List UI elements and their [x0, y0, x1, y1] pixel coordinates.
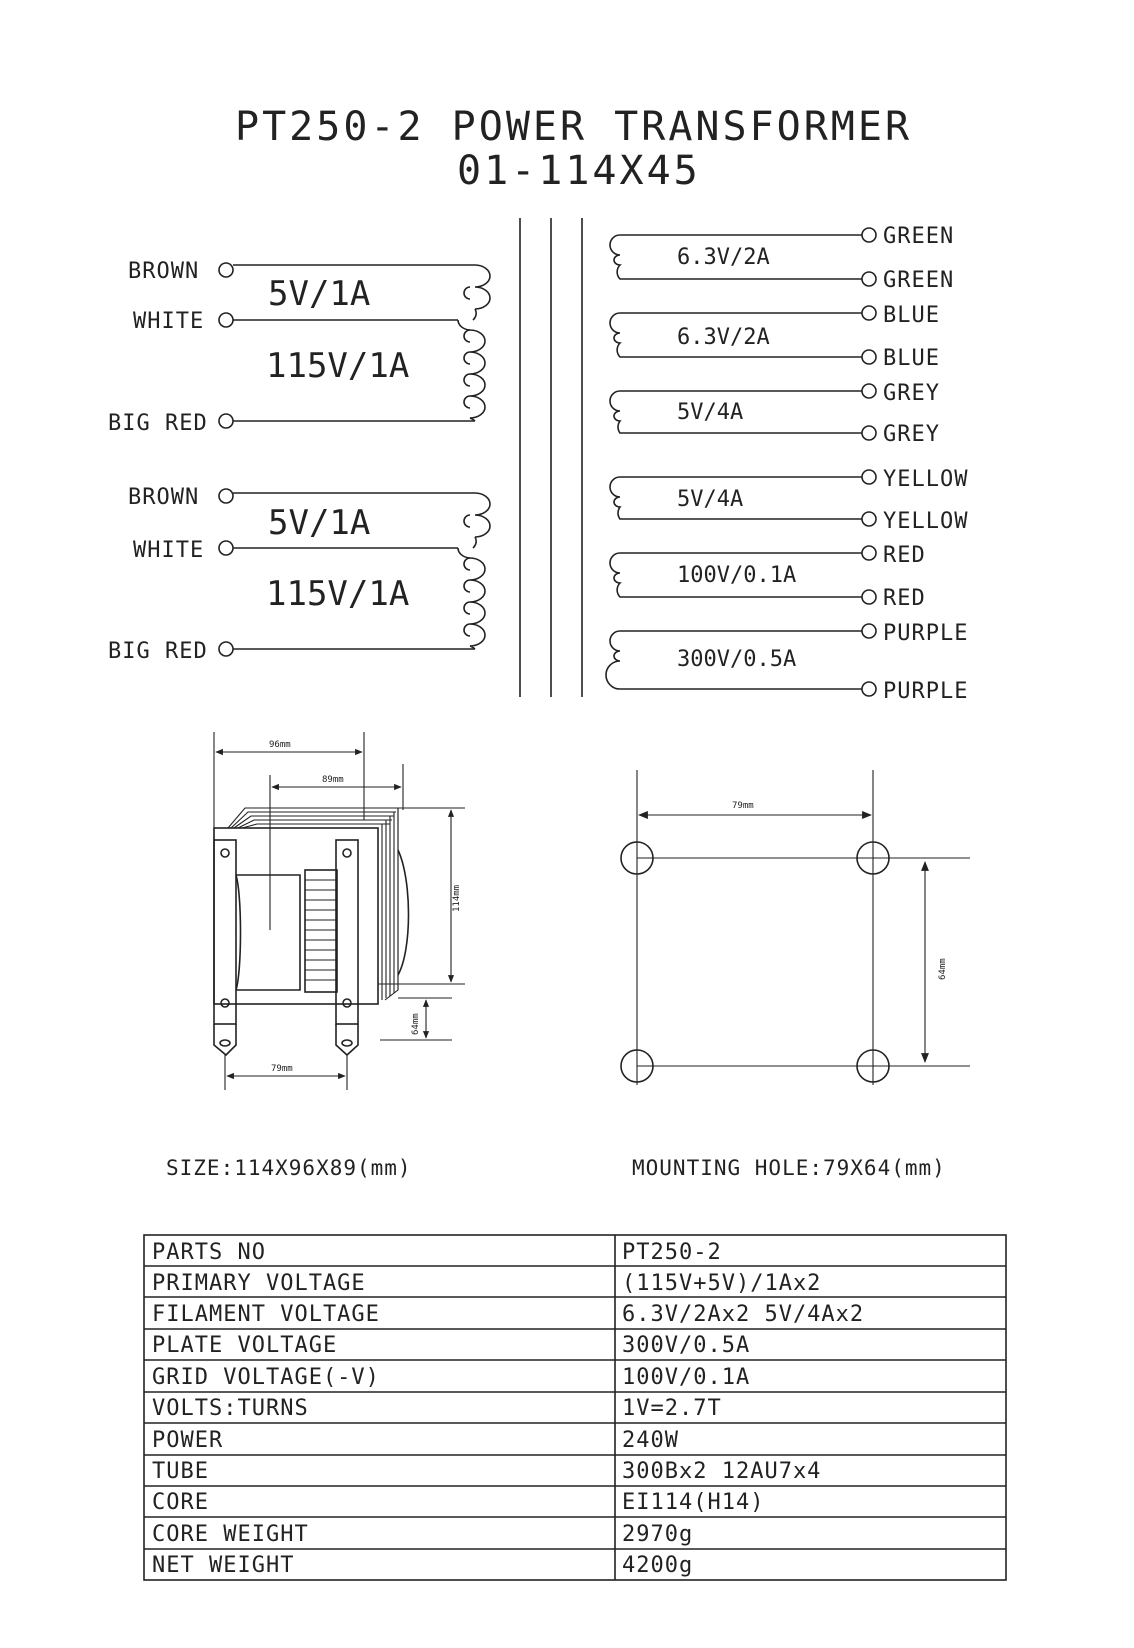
- primary-2-terminal-brown: [219, 489, 233, 503]
- secondary-4-lead-top: YELLOW: [883, 467, 969, 492]
- table-row: [152, 1271, 821, 1296]
- secondary-2-lead-top: BLUE: [883, 303, 940, 328]
- secondary-4-lead-bot: YELLOW: [883, 509, 969, 534]
- table-row-label: PLATE VOLTAGE: [152, 1333, 338, 1358]
- mounting-caption: MOUNTING HOLE:79X64(mm): [632, 1156, 946, 1180]
- primary-2-lower-rating: 115V/1A: [266, 574, 410, 614]
- table-row-value: 100V/0.1A: [622, 1365, 751, 1390]
- table-row-value: 2970g: [622, 1522, 694, 1547]
- size-caption: SIZE:114X96X89(mm): [166, 1156, 412, 1180]
- table-row-label: VOLTS:TURNS: [152, 1396, 309, 1421]
- table-row-label: CORE WEIGHT: [152, 1522, 309, 1547]
- secondary-3-lead-bot: GREY: [883, 422, 940, 447]
- table-row-value: 1V=2.7T: [622, 1396, 722, 1421]
- table-row-label: FILAMENT VOLTAGE: [152, 1302, 380, 1327]
- secondary-1-lead-top: GREEN: [883, 224, 955, 249]
- table-row-label: CORE: [152, 1490, 209, 1515]
- secondary-2-rating: 6.3V/2A: [677, 325, 770, 350]
- secondary-winding-1: [610, 224, 954, 293]
- primary-1-upper-rating: 5V/1A: [268, 274, 371, 314]
- table-row: [152, 1459, 821, 1484]
- primary-1-label-brown: BROWN: [128, 259, 200, 284]
- table-row: [152, 1522, 693, 1547]
- table-row-value: 300Bx2 12AU7x4: [622, 1459, 822, 1484]
- primary-1-terminal-brown: [219, 263, 233, 277]
- secondary-winding-3: [610, 381, 940, 447]
- spec-table: [144, 1235, 1006, 1580]
- secondary-6-rating: 300V/0.5A: [677, 647, 797, 672]
- title-line-1: PT250-2 POWER TRANSFORMER: [235, 104, 913, 150]
- primary-1-coil: [473, 265, 490, 320]
- table-row: [152, 1428, 679, 1453]
- table-row: [152, 1302, 864, 1327]
- table-row-label: NET WEIGHT: [152, 1553, 295, 1578]
- table-row: [152, 1240, 722, 1265]
- table-row: [152, 1396, 722, 1421]
- secondary-winding-2: [610, 303, 940, 371]
- secondary-winding-6: [606, 621, 968, 704]
- dim-hole-width: 79mm: [732, 801, 754, 811]
- secondary-6-lead-top: PURPLE: [883, 621, 969, 646]
- table-row-label: PARTS NO: [152, 1240, 266, 1265]
- table-row-label: TUBE: [152, 1459, 209, 1484]
- dim-side-mount-width: 79mm: [271, 1064, 293, 1074]
- dim-side-width: 96mm: [269, 740, 291, 750]
- table-row: [152, 1333, 750, 1358]
- secondary-3-lead-top: GREY: [883, 381, 940, 406]
- secondary-5-rating: 100V/0.1A: [677, 563, 797, 588]
- table-row-label: GRID VOLTAGE(-V): [152, 1365, 380, 1390]
- table-row-value: 300V/0.5A: [622, 1333, 751, 1358]
- secondary-1-rating: 6.3V/2A: [677, 245, 770, 270]
- transformer-side-view: [214, 732, 465, 1090]
- table-row: [152, 1490, 764, 1515]
- secondary-1-lead-bot: GREEN: [883, 268, 955, 293]
- primary-1-terminal-big-red: [219, 414, 233, 428]
- table-row-value: 240W: [622, 1428, 679, 1453]
- secondary-5-lead-bot: RED: [883, 586, 926, 611]
- primary-2-terminal-white: [219, 541, 233, 555]
- primary-winding-2: [108, 485, 490, 664]
- secondary-3-rating: 5V/4A: [677, 400, 744, 425]
- dim-hole-height: 64mm: [938, 958, 948, 980]
- dim-side-depth: 89mm: [322, 775, 344, 785]
- title-line-2: 01-114X45: [457, 148, 701, 194]
- primary-1-lower-rating: 115V/1A: [266, 346, 410, 386]
- primary-winding-1: [108, 259, 490, 436]
- secondary-winding-4: [610, 467, 968, 534]
- table-row-label: POWER: [152, 1428, 224, 1453]
- primary-2-upper-rating: 5V/1A: [268, 503, 371, 543]
- secondary-6-lead-bot: PURPLE: [883, 679, 969, 704]
- table-row: [152, 1365, 750, 1390]
- table-row-label: PRIMARY VOLTAGE: [152, 1271, 366, 1296]
- table-row-value: 6.3V/2Ax2 5V/4Ax2: [622, 1302, 865, 1327]
- secondary-winding-5: [610, 543, 926, 611]
- table-row-value: PT250-2: [622, 1240, 722, 1265]
- transformer-core-lines: [520, 218, 582, 697]
- primary-1-label-white: WHITE: [133, 309, 205, 334]
- table-row-value: (115V+5V)/1Ax2: [622, 1271, 822, 1296]
- secondary-4-rating: 5V/4A: [677, 487, 744, 512]
- secondary-2-lead-bot: BLUE: [883, 346, 940, 371]
- dim-side-height: 114mm: [452, 884, 462, 912]
- primary-2-label-big-red: BIG RED: [108, 639, 208, 664]
- secondary-5-lead-top: RED: [883, 543, 926, 568]
- primary-1-label-big-red: BIG RED: [108, 411, 208, 436]
- primary-2-coil: [473, 493, 490, 548]
- primary-1-terminal-white: [219, 313, 233, 327]
- mounting-hole-view: [621, 770, 970, 1085]
- table-row-value: EI114(H14): [622, 1490, 765, 1515]
- table-row-value: 4200g: [622, 1553, 694, 1578]
- primary-2-label-white: WHITE: [133, 538, 205, 563]
- table-row: [152, 1553, 693, 1578]
- primary-2-label-brown: BROWN: [128, 485, 200, 510]
- primary-2-terminal-big-red: [219, 642, 233, 656]
- dim-side-mount-height: 64mm: [411, 1013, 421, 1035]
